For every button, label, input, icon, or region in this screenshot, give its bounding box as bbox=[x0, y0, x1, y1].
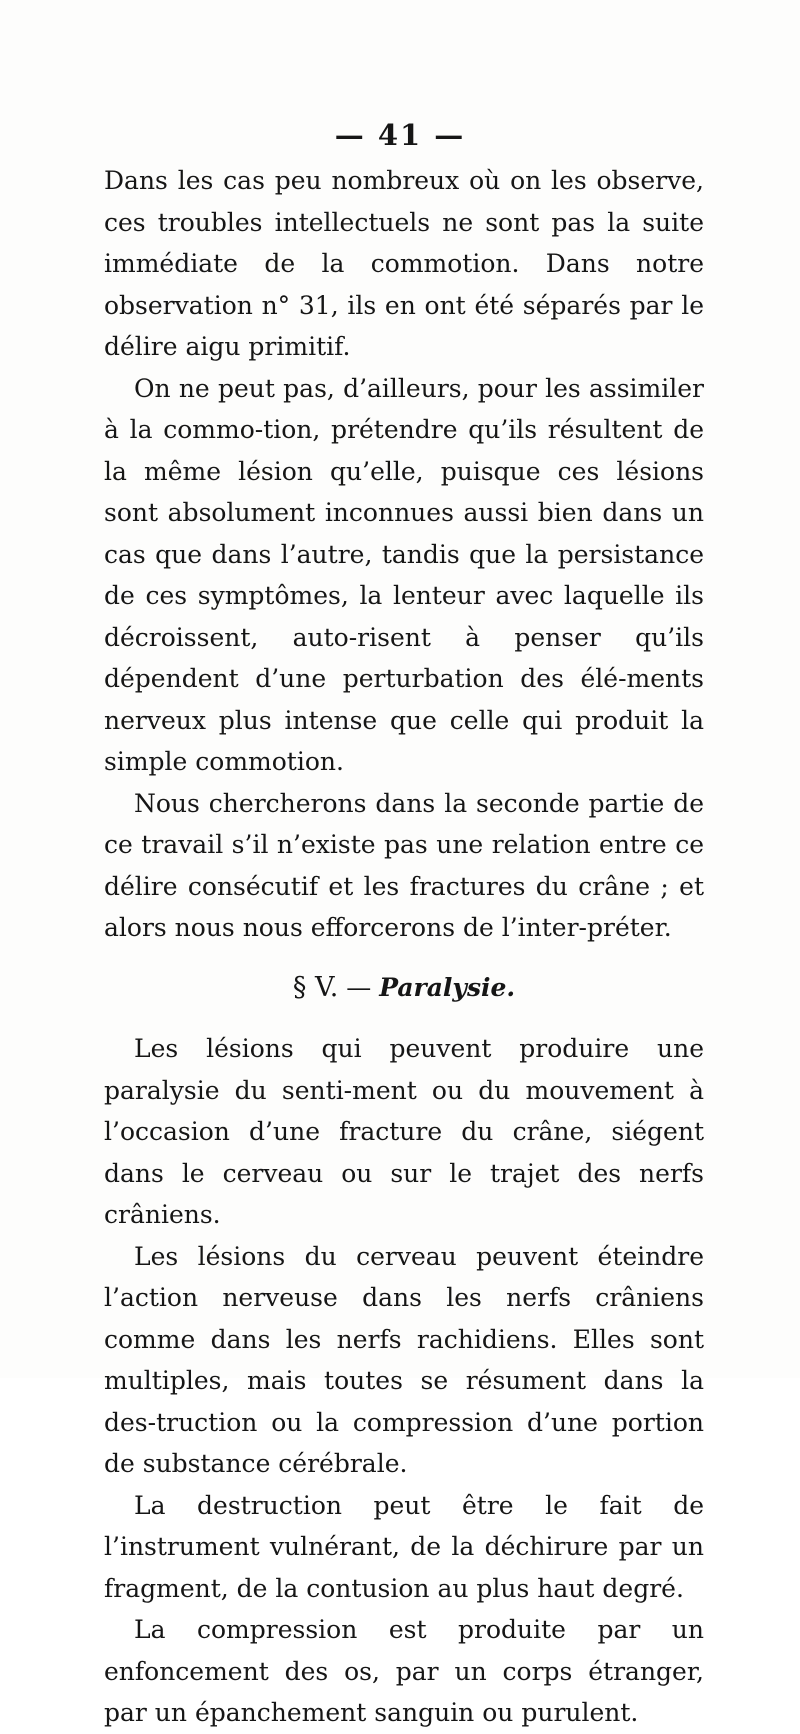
body-text bbox=[104, 160, 704, 1734]
paragraph: Les lésions du cerveau peuvent éteindre l’action nerveuse dans les nerfs crâniens comme dans les nerfs rachidiens. Elles sont multiples, mais toutes se résument dans la des-truction ou la compression d’une portion de substance cérébrale. bbox=[104, 1241, 704, 1478]
paragraph: La destruction peut être le fait de l’instrument vulnérant, de la déchirure par un fragment, de la contusion au plus haut degré. bbox=[104, 1490, 704, 1603]
paragraph: Les lésions qui peuvent produire une paralysie du senti-ment ou du mouvement à l’occasion d’une fracture du crâne, siégent dans le cerveau ou sur le trajet des nerfs crâniens. bbox=[104, 1034, 704, 1229]
section-heading bbox=[104, 967, 704, 1009]
section-number: § V. bbox=[292, 971, 339, 1003]
paragraph: La compression est produite par un enfoncement des os, par un corps étranger, par un épanchement sanguin ou purulent. bbox=[104, 1615, 704, 1727]
paragraph: Dans les cas peu nombreux où on les observe, ces troubles intellectuels ne sont pas la suite immédiate de la commotion. Dans notre observation n° 31, ils en ont été séparés par le délire aigu primitif. bbox=[104, 166, 704, 361]
page-number: — 41 — bbox=[334, 118, 466, 152]
section-dash: — bbox=[346, 972, 372, 1002]
section-title: Paralysie. bbox=[379, 972, 516, 1002]
paragraph: Nous chercherons dans la seconde partie de ce travail s’il n’existe pas une relation entre ce délire consécutif et les fractures du crâne ; et alors nous nous efforcerons de l’inter-préter. bbox=[104, 788, 704, 942]
paragraph: On ne peut pas, d’ailleurs, pour les assimiler à la commo-tion, prétendre qu’ils résultent de la même lésion qu’elle, puisque ces lésions sont absolument inconnues aussi bien dans un cas que dans l’autre, tandis que la persistance de ces symptômes, la lenteur avec laquelle ils décroissent, auto-risent à penser qu’ils dépendent d’une perturbation des élé-ments nerveux plus intense que celle qui produit la simple commotion. bbox=[104, 373, 704, 776]
